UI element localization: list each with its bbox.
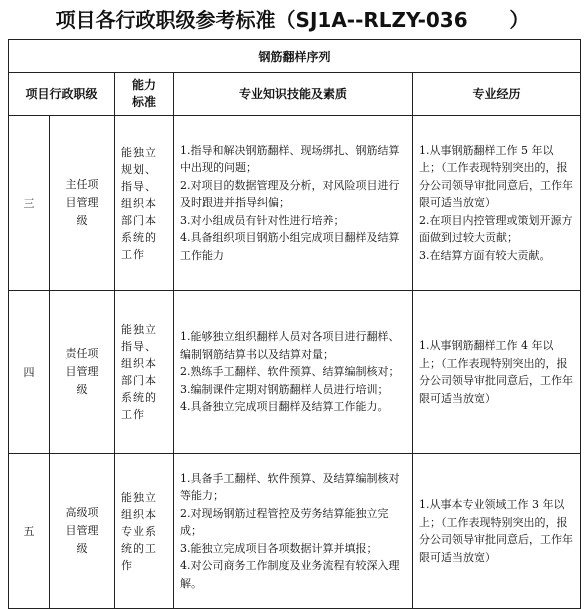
experience-item: 2.在项目内控管理或策划开源方面做到过较大贡献；	[419, 213, 573, 245]
knowledge-item: 4.具备组织项目钢筋小组完成项目翻样及结算工作能力	[180, 231, 400, 262]
knowledge-item: 1.具备手工翻样、软件预算、及结算编制核对等能力；	[180, 471, 400, 503]
experience-cell	[413, 454, 581, 609]
knowledge-item: 3.对小组成员有针对性进行培养；	[180, 213, 345, 227]
knowledge-item: 2.对现场钢筋过程管控及劳务结算能独立完成；	[180, 506, 389, 538]
experience-cell	[413, 291, 581, 454]
header-knowledge: 专业知识技能及素质	[174, 73, 413, 116]
knowledge-item: 4.对公司商务工作制度及业务流程有较深入理解。	[180, 559, 400, 590]
knowledge-cell	[174, 291, 413, 454]
ability-standard: 能独立 指导、 组织本 部门本 系统的 工作	[115, 291, 174, 454]
header-grade: 项目行政职级	[9, 73, 115, 116]
table-row	[9, 291, 581, 454]
grade-level: 三	[9, 116, 50, 291]
experience-item: 1.从事本专业领域工作 3 年以上；（工作表现特别突出的，报分公司领导审批同意后，工作年限可适当放宽）	[419, 498, 573, 564]
knowledge-cell	[174, 454, 413, 609]
knowledge-item: 2.对项目的数据管理及分析，对风险项目进行及时跟进并指导纠偏；	[180, 178, 400, 210]
grade-name: 主任项 目管理 级	[50, 116, 115, 291]
knowledge-item: 3.能独立完成项目各项数据计算并填报；	[180, 541, 378, 555]
knowledge-item: 1.指导和解决钢筋翻样、现场绑扎、钢筋结算中出现的问题；	[180, 143, 400, 175]
ability-standard: 能独立 规划、 指导、 组织本 部门本 系统的 工作	[115, 116, 174, 291]
knowledge-item: 2.熟练手工翻样、软件预算、结算编制核对；	[180, 365, 400, 379]
grade-name: 高级项 目管理 级	[50, 454, 115, 609]
header-ability: 能力 标准	[115, 73, 174, 116]
experience-cell	[413, 116, 581, 291]
grade-name: 责任项 目管理 级	[50, 291, 115, 454]
knowledge-item: 3.编制课件定期对钢筋翻样人员进行培训；	[180, 382, 389, 396]
grade-standards-table	[8, 39, 581, 609]
experience-item: 1.从事钢筋翻样工作 5 年以上；（工作表现特别突出的，报分公司领导审批同意后，工作年限可适当放宽）	[419, 143, 573, 210]
grade-level: 五	[9, 454, 50, 609]
knowledge-item: 4.具备独立完成项目翻样及结算工作能力。	[180, 400, 389, 414]
experience-item: 1.从事钢筋翻样工作 4 年以上；（工作表现特别突出的，报分公司领导审批同意后，工作年限可适当放宽）	[419, 339, 573, 405]
sequence-title: 钢筋翻样序列	[9, 40, 581, 73]
ability-standard: 能独立 组织本 专业系 统的工 作	[115, 454, 174, 609]
grade-level: 四	[9, 291, 50, 454]
table-row	[9, 454, 581, 609]
knowledge-cell	[174, 116, 413, 291]
header-experience: 专业经历	[413, 73, 581, 116]
document-title: 项目各行政职级参考标准（SJ1A--RLZY-036 ）	[55, 8, 530, 32]
experience-item: 3.在结算方面有较大贡献。	[419, 248, 551, 262]
knowledge-item: 1.能够独立组织翻样人员对各项目进行翻样、编制钢筋结算书以及结算对量；	[180, 330, 400, 361]
table-row	[9, 116, 581, 291]
